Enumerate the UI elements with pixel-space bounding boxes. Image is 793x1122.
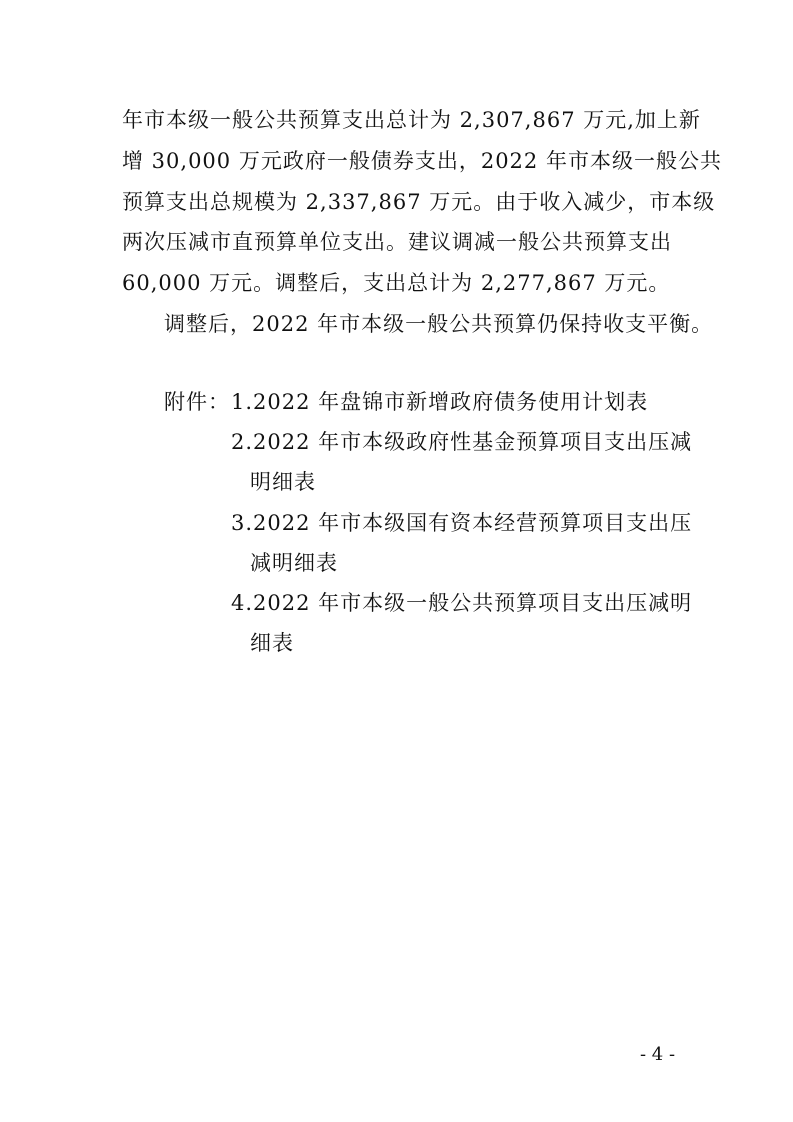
page-number: - 4 -	[640, 1044, 676, 1065]
attachment-item-2-continuation: 明细表	[250, 470, 316, 494]
paragraph-line: 预算支出总规模为 2,337,867 万元。由于收入减少，市本级	[122, 190, 716, 214]
attachment-item-3-continuation: 减明细表	[250, 551, 338, 575]
paragraph-line: 60,000 万元。调整后，支出总计为 2,277,867 万元。	[122, 271, 671, 295]
attachment-item-3: 3.2022 年市本级国有资本经营预算项目支出压	[231, 511, 693, 535]
attachment-item-2: 2.2022 年市本级政府性基金预算项目支出压减	[231, 430, 693, 454]
attachment-item-4-continuation: 细表	[250, 631, 294, 655]
paragraph-line: 增 30,000 万元政府一般债券支出，2022 年市本级一般公共	[122, 149, 722, 173]
attachment-item-1: 1.2022 年盘锦市新增政府债务使用计划表	[231, 390, 649, 414]
attachments-label: 附件：	[164, 390, 230, 414]
paragraph-line: 年市本级一般公共预算支出总计为 2,307,867 万元,加上新	[122, 108, 701, 132]
conclusion-paragraph: 调整后，2022 年市本级一般公共预算仍保持收支平衡。	[164, 312, 714, 336]
attachment-item-4: 4.2022 年市本级一般公共预算项目支出压减明	[231, 591, 693, 615]
paragraph-line: 两次压减市直预算单位支出。建议调减一般公共预算支出	[122, 230, 672, 254]
